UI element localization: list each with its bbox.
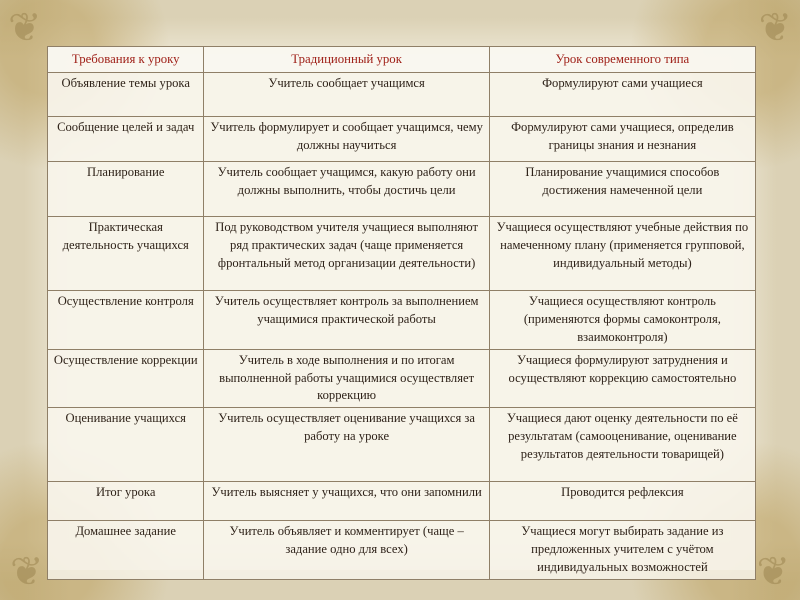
traditional-cell: Учитель осуществляет контроль за выполнением учащимися практической работы (204, 291, 489, 350)
modern-cell: Учащиеся формулируют затруднения и осуществляют коррекцию самостоятельно (489, 349, 755, 408)
traditional-cell: Учитель формулирует и сообщает учащимся, чему должны научиться (204, 117, 489, 162)
requirement-cell: Сообщение целей и задач (48, 117, 204, 162)
requirement-cell: Объявление темы урока (48, 73, 204, 117)
table-row (48, 73, 756, 117)
traditional-cell: Учитель выясняет у учащихся, что они запомнили (204, 482, 489, 521)
traditional-cell: Учитель в ходе выполнения и по итогам выполненной работы учащимися осуществляет коррекцию (204, 349, 489, 408)
requirement-cell: Итог урока (48, 482, 204, 521)
corner-flourish-icon: ❦ (756, 549, 790, 595)
traditional-cell: Учитель осуществляет оценивание учащихся за работу на уроке (204, 408, 489, 482)
requirement-cell: Домашнее задание (48, 521, 204, 580)
modern-cell: Формулируют сами учащиеся, определив границы знания и незнания (489, 117, 755, 162)
traditional-cell: Под руководством учителя учащиеся выполняют ряд практических задач (чаще применяется фронтальный метод организации деятельности) (204, 217, 489, 291)
modern-cell: Проводится рефлексия (489, 482, 755, 521)
table-row (48, 217, 756, 291)
table-row (48, 482, 756, 521)
header-modern: Урок современного типа (489, 47, 755, 73)
traditional-cell: Учитель объявляет и комментирует (чаще – задание одно для всех) (204, 521, 489, 580)
requirement-cell: Осуществление контроля (48, 291, 204, 350)
modern-cell: Учащиеся дают оценку деятельности по её результатам (самооценивание, оценивание результатов деятельности товарищей) (489, 408, 755, 482)
corner-flourish-icon: ❦ (10, 549, 44, 595)
table-row (48, 117, 756, 162)
traditional-cell: Учитель сообщает учащимся, какую работу они должны выполнить, чтобы достичь цели (204, 162, 489, 217)
requirement-cell: Практическая деятельность учащихся (48, 217, 204, 291)
requirement-cell: Планирование (48, 162, 204, 217)
table-header-row (48, 47, 756, 73)
modern-cell: Учащиеся осуществляют контроль (применяются формы самоконтроля, взаимоконтроля) (489, 291, 755, 350)
comparison-table-container (47, 46, 756, 574)
modern-cell: Учащиеся осуществляют учебные действия по намеченному плану (применяется групповой, индивидуальный методы) (489, 217, 755, 291)
requirement-cell: Осуществление коррекции (48, 349, 204, 408)
header-requirements: Требования к уроку (48, 47, 204, 73)
corner-flourish-icon: ❦ (8, 5, 42, 51)
comparison-table (47, 46, 756, 580)
table-row (48, 521, 756, 580)
table-row (48, 408, 756, 482)
table-row (48, 291, 756, 350)
modern-cell: Формулируют сами учащиеся (489, 73, 755, 117)
modern-cell: Планирование учащимися способов достижения намеченной цели (489, 162, 755, 217)
table-row (48, 349, 756, 408)
requirement-cell: Оценивание учащихся (48, 408, 204, 482)
header-traditional: Традиционный урок (204, 47, 489, 73)
corner-flourish-icon: ❦ (758, 5, 792, 51)
table-row (48, 162, 756, 217)
traditional-cell: Учитель сообщает учащимся (204, 73, 489, 117)
modern-cell: Учащиеся могут выбирать задание из предложенных учителем с учётом индивидуальных возможностей (489, 521, 755, 580)
